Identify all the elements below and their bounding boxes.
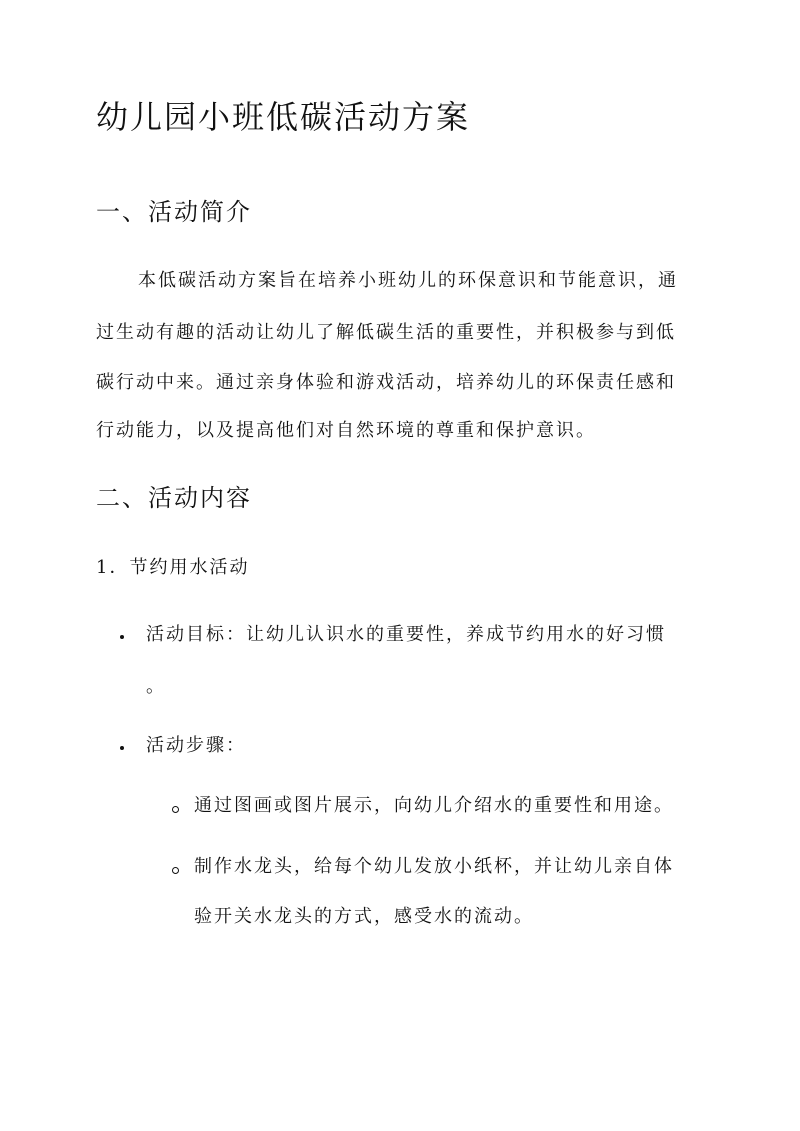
intro-paragraph-line-1: 本低碳活动方案旨在培养小班幼儿的环保意识和节能意识，通 <box>138 270 678 291</box>
bullet-circle-icon <box>172 806 179 813</box>
subsection-heading-water: 1．节约用水活动 <box>96 557 250 578</box>
section-heading-intro: 一、活动简介 <box>96 198 252 226</box>
bullet-dot-icon <box>120 746 124 750</box>
intro-paragraph-line-3: 碳行动中来。通过亲身体验和游戏活动，培养幼儿的环保责任感和 <box>96 372 676 393</box>
step-1-line-1: 通过图画或图片展示，向幼儿介绍水的重要性和用途。 <box>194 795 674 816</box>
document-title: 幼儿园小班低碳活动方案 <box>96 98 471 136</box>
intro-paragraph-line-2: 过生动有趣的活动让幼儿了解低碳生活的重要性，并积极参与到低 <box>96 322 676 343</box>
section-heading-content: 二、活动内容 <box>96 484 252 512</box>
bullet-dot-icon <box>120 635 124 639</box>
bullet-circle-icon <box>172 867 179 874</box>
intro-paragraph-line-4: 行动能力，以及提高他们对自然环境的尊重和保护意识。 <box>96 420 596 441</box>
step-2-line-2: 验开关水龙头的方式，感受水的流动。 <box>194 906 534 927</box>
step-2-line-1: 制作水龙头，给每个幼儿发放小纸杯，并让幼儿亲自体 <box>194 856 674 877</box>
steps-label: 活动步骤： <box>146 735 246 756</box>
goal-line-2: 。 <box>146 676 166 697</box>
goal-line-1: 活动目标：让幼儿认识水的重要性，养成节约用水的好习惯 <box>146 624 666 645</box>
